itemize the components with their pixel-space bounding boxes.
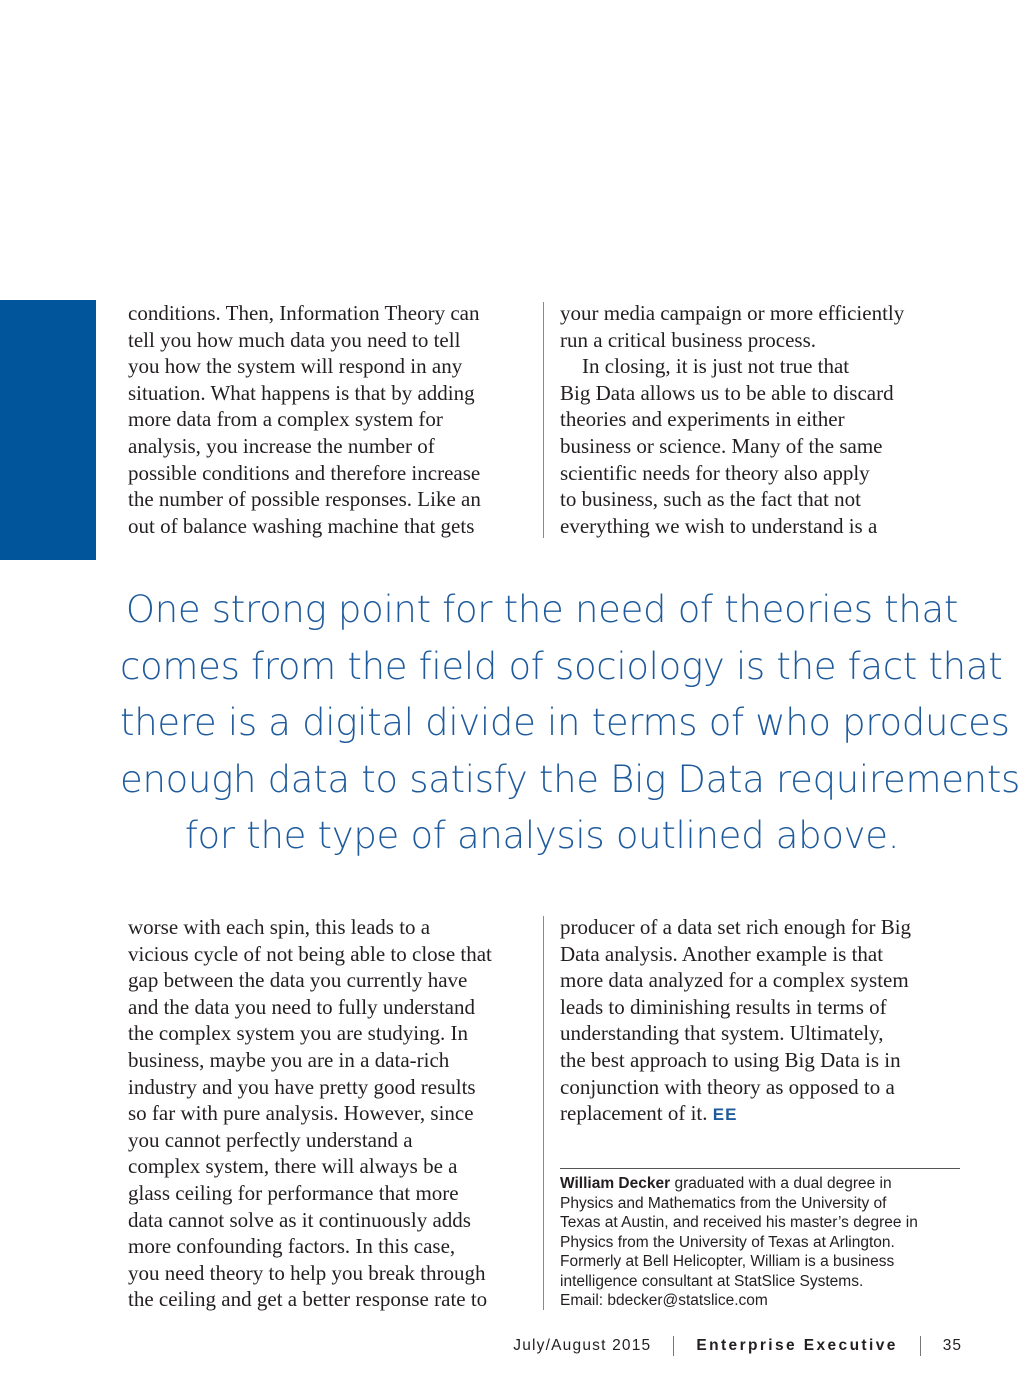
text-line: the complex system you are studying. In [128, 1021, 469, 1046]
text-line: more confounding factors. In this case, [128, 1234, 456, 1259]
column-divider [543, 302, 544, 538]
pull-quote [120, 582, 1021, 865]
page-footer [513, 1335, 962, 1357]
text-line: everything we wish to understand is a [560, 513, 878, 538]
text-line: vicious cycle of not being able to close that [128, 941, 492, 966]
bio-line: Physics from the University of Texas at Arlington. [560, 1233, 895, 1251]
text-line: scientific needs for theory also apply [560, 460, 870, 485]
text-line: to business, such as the fact that not [560, 487, 861, 512]
pull-quote-line: enough data to satisfy the Big Data requirements [120, 757, 1021, 801]
text-line: glass ceiling for performance that more [128, 1180, 459, 1205]
bio-divider [560, 1168, 960, 1169]
text-line: conjunction with theory as opposed to a [560, 1074, 895, 1099]
bio-line: Physics and Mathematics from the University of [560, 1194, 887, 1212]
text-line: out of balance washing machine that gets [128, 513, 475, 538]
text-line: worse with each spin, this leads to a [128, 915, 431, 939]
article-column-bottom-left [128, 914, 492, 1313]
text-line: business, maybe you are in a data-rich [128, 1047, 450, 1072]
text-line-last [560, 1100, 911, 1127]
end-of-article-mark: EE [712, 1105, 738, 1125]
text-fragment: replacement of it. [560, 1101, 708, 1126]
author-email: Email: bdecker@statslice.com [560, 1292, 768, 1309]
text-line: Data analysis. Another example is that [560, 941, 884, 966]
article-column-top-left [128, 300, 481, 539]
section-color-tab [0, 300, 96, 560]
bio-text: graduated with a dual degree in [670, 1175, 892, 1192]
text-line: you how the system will respond in any [128, 354, 463, 379]
text-line: you cannot perfectly understand a [128, 1127, 413, 1152]
article-column-top-right [560, 300, 904, 539]
page-number: 35 [942, 1337, 962, 1354]
text-line: leads to diminishing results in terms of [560, 994, 887, 1019]
pull-quote-line: comes from the field of sociology is the fact that [120, 644, 1003, 688]
text-line: business or science. Many of the same [560, 433, 883, 458]
text-line: data cannot solve as it continuously adds [128, 1207, 471, 1232]
pull-quote-line: there is a digital divide in terms of who produces [120, 701, 1010, 745]
text-line: so far with pure analysis. However, since [128, 1101, 474, 1126]
text-line: more data analyzed for a complex system [560, 968, 909, 993]
text-line: run a critical business process. [560, 327, 817, 352]
text-line: your media campaign or more efficiently [560, 301, 905, 325]
text-line: theories and experiments in either [560, 407, 845, 432]
pull-quote-line: One strong point for the need of theories that [125, 588, 959, 631]
text-line: In closing, it is just not true that [582, 354, 850, 379]
text-line: conditions. Then, Information Theory can [128, 301, 480, 325]
author-name: William Decker [560, 1175, 671, 1192]
bio-line: Formerly at Bell Helicopter, William is a business [560, 1253, 895, 1270]
text-line: the number of possible responses. Like an [128, 487, 481, 512]
text-line: you need theory to help you break through [128, 1260, 486, 1285]
magazine-name: Enterprise Executive [696, 1337, 898, 1354]
pull-quote-line: for the type of analysis outlined above. [184, 814, 900, 858]
footer-divider [920, 1336, 921, 1356]
bio-line: intelligence consultant at StatSlice Systems. [560, 1272, 864, 1290]
bio-line: Texas at Austin, and received his master’s degree in [560, 1214, 918, 1231]
author-bio [560, 1174, 980, 1311]
issue-date: July/August 2015 [513, 1337, 652, 1354]
text-line: producer of a data set rich enough for Big [560, 915, 912, 939]
bio-line [560, 1174, 980, 1194]
text-line: situation. What happens is that by adding [128, 380, 475, 405]
text-line: analysis, you increase the number of [128, 433, 435, 458]
article-column-bottom-right [560, 914, 911, 1127]
text-line: Big Data allows us to be able to discard [560, 380, 894, 405]
text-line: industry and you have pretty good results [128, 1074, 476, 1099]
text-line: more data from a complex system for [128, 407, 443, 432]
footer-divider [673, 1336, 674, 1356]
column-divider [543, 916, 544, 1310]
text-line: understanding that system. Ultimately, [560, 1021, 884, 1046]
text-line: gap between the data you currently have [128, 968, 468, 993]
text-line: the ceiling and get a better response rate to [128, 1287, 488, 1312]
text-line: and the data you need to fully understand [128, 994, 475, 1019]
text-line: the best approach to using Big Data is in [560, 1047, 901, 1072]
text-line: tell you how much data you need to tell [128, 327, 461, 352]
text-line: complex system, there will always be a [128, 1154, 458, 1179]
text-line: possible conditions and therefore increase [128, 460, 481, 485]
